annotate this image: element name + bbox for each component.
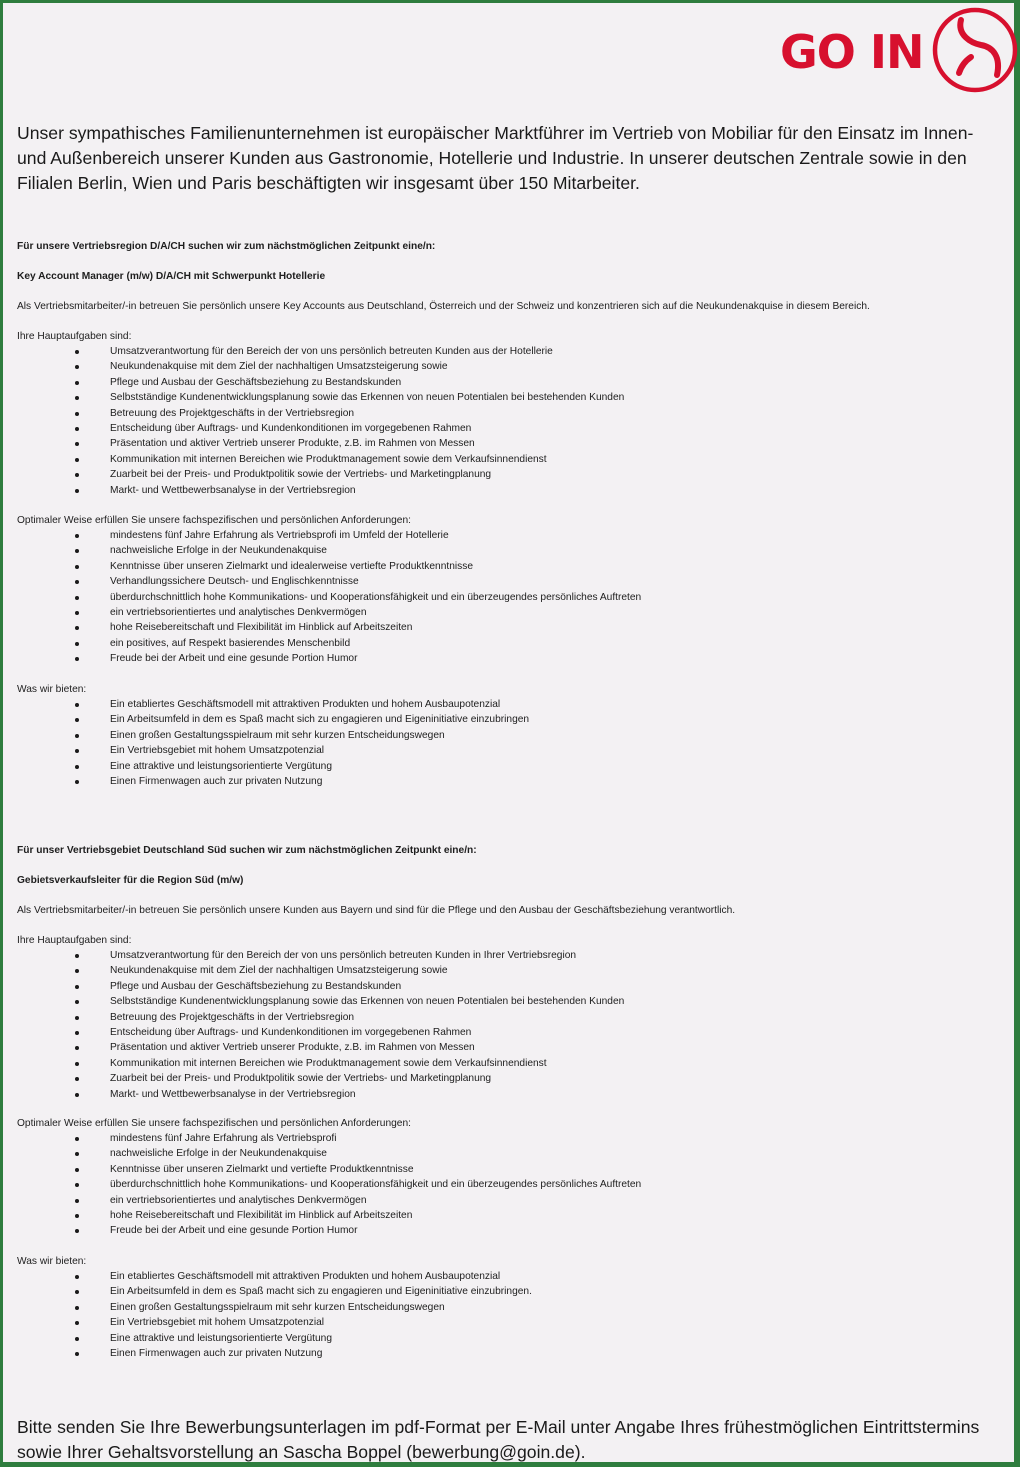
bullet-icon xyxy=(75,1016,79,1020)
job1-tasks-list xyxy=(17,344,1007,498)
job2-offers-heading: Was wir bieten: xyxy=(17,1256,87,1267)
list-item xyxy=(17,994,1007,1009)
list-item xyxy=(17,728,1007,743)
list-item xyxy=(17,697,1007,712)
list-item xyxy=(17,948,1007,963)
list-item-text: Kenntnisse über unseren Zielmarkt und idealerweise vertiefte Produktkenntnisse xyxy=(110,560,473,572)
list-item xyxy=(17,421,1007,436)
list-item xyxy=(17,1146,1007,1161)
list-item xyxy=(17,543,1007,558)
list-item xyxy=(17,467,1007,482)
list-item xyxy=(17,979,1007,994)
list-item-text: Ein etabliertes Geschäftsmodell mit attraktiven Produkten und hohem Ausbaupotenzial xyxy=(110,699,501,710)
list-item xyxy=(17,390,1007,405)
bullet-icon xyxy=(75,1183,79,1187)
application-text-end: ). xyxy=(574,1442,586,1462)
list-item xyxy=(17,1269,1007,1284)
list-item-text: Betreuung des Projektgeschäfts in der Vertriebsregion xyxy=(110,407,355,419)
list-item xyxy=(17,436,1007,451)
list-item-text: mindestens fünf Jahre Erfahrung als Vertriebsprofi im Umfeld der Hotellerie xyxy=(110,530,449,541)
list-item-text: Ein Vertriebsgebiet mit hohem Umsatzpotenzial xyxy=(110,745,325,757)
list-item xyxy=(17,344,1007,359)
list-item xyxy=(17,1071,1007,1086)
list-item xyxy=(17,1346,1007,1361)
job1-title: Key Account Manager (m/w) D/A/CH mit Schwerpunkt Hotellerie xyxy=(17,271,326,282)
job2-tasks-heading: Ihre Hauptaufgaben sind: xyxy=(17,935,132,946)
bullet-icon xyxy=(75,969,79,973)
application-instructions xyxy=(17,1415,1007,1465)
bullet-icon xyxy=(75,1199,79,1203)
list-item-text: Entscheidung über Auftrags- und Kundenkonditionen im vorgegebenen Rahmen xyxy=(110,422,472,434)
bullet-icon xyxy=(75,458,79,462)
list-item xyxy=(17,636,1007,651)
bullet-icon xyxy=(75,1031,79,1035)
list-item-text: Präsentation und aktiver Vertrieb unserer Produkte, z.B. im Rahmen von Messen xyxy=(110,1042,475,1054)
list-item-text: Ein Vertriebsgebiet mit hohem Umsatzpotenzial xyxy=(110,1317,325,1329)
list-item-text: Neukundenakquise mit dem Ziel der nachhaltigen Umsatzsteigerung sowie xyxy=(110,965,448,977)
bullet-icon xyxy=(75,1290,79,1294)
bullet-icon xyxy=(75,1214,79,1218)
job1-requirements-list xyxy=(17,528,1007,667)
bullet-icon xyxy=(75,718,79,722)
list-item-text: Eine attraktive und leistungsorientierte Vergütung xyxy=(110,1332,333,1344)
list-item-text: überdurchschnittlich hohe Kommunikations- und Kooperationsfähigkeit und ein überzeugendes persönliches Auftreten xyxy=(110,591,642,603)
job1-offers-list xyxy=(17,697,1007,789)
list-item xyxy=(17,590,1007,605)
job2-title: Gebietsverkaufsleiter für die Region Süd (m/w) xyxy=(17,875,244,886)
bullet-icon xyxy=(75,1152,79,1156)
bullet-icon xyxy=(75,412,79,416)
list-item-text: überdurchschnittlich hohe Kommunikations- und Kooperationsfähigkeit und ein überzeugendes persönliches Auftreten xyxy=(110,1179,642,1191)
document-page xyxy=(3,3,1014,1462)
list-item-text: Umsatzverantwortung für den Bereich der von uns persönlich betreuten Kunden aus der Hotellerie xyxy=(110,346,553,357)
list-item-text: Einen Firmenwagen auch zur privaten Nutzung xyxy=(110,775,323,787)
list-item-text: Freude bei der Arbeit und eine gesunde Portion Humor xyxy=(110,653,358,665)
list-item-text: Kommunikation mit internen Bereichen wie Produktmanagement sowie dem Verkaufsinnendienst xyxy=(110,453,547,465)
list-item-text: Ein Arbeitsumfeld in dem es Spaß macht sich zu engagieren und Eigeninitiative einzubringen. xyxy=(110,1286,532,1298)
bullet-icon xyxy=(75,1168,79,1172)
bullet-icon xyxy=(75,734,79,738)
bullet-icon xyxy=(75,1137,79,1141)
list-item xyxy=(17,1208,1007,1223)
job2-tasks-list xyxy=(17,948,1007,1102)
list-item xyxy=(17,375,1007,390)
list-item-text: Kommunikation mit internen Bereichen wie Produktmanagement sowie dem Verkaufsinnendienst xyxy=(110,1057,547,1069)
bullet-icon xyxy=(75,427,79,431)
list-item-text: nachweisliche Erfolge in der Neukundenakquise xyxy=(110,1148,327,1160)
bullet-icon xyxy=(75,626,79,630)
bullet-icon xyxy=(75,1306,79,1310)
list-item-text: Ein Arbeitsumfeld in dem es Spaß macht sich zu engagieren und Eigeninitiative einzubringen xyxy=(110,714,530,726)
list-item xyxy=(17,1284,1007,1299)
bullet-icon xyxy=(75,365,79,369)
bullet-icon xyxy=(75,580,79,584)
list-item-text: Freude bei der Arbeit und eine gesunde Portion Humor xyxy=(110,1225,358,1237)
list-item xyxy=(17,1162,1007,1177)
list-item-text: hohe Reisebereitschaft und Flexibilität im Hinblick auf Arbeitszeiten xyxy=(110,622,413,634)
list-item-text: Markt- und Wettbewerbsanalyse in der Vertriebsregion xyxy=(110,1088,356,1100)
list-item xyxy=(17,1025,1007,1040)
list-item-text: Markt- und Wettbewerbsanalyse in der Vertriebsregion xyxy=(110,484,356,496)
list-item xyxy=(17,559,1007,574)
list-item-text: Ein etabliertes Geschäftsmodell mit attraktiven Produkten und hohem Ausbaupotenzial xyxy=(110,1271,501,1282)
list-item xyxy=(17,452,1007,467)
job1-description: Als Vertriebsmitarbeiter/-in betreuen Sie persönlich unsere Key Accounts aus Deutschland, Österreich und der Schweiz und konzentrieren sich auf die Neukundenakquise in diesem Bereich. xyxy=(17,301,870,312)
bullet-icon xyxy=(75,780,79,784)
bullet-icon xyxy=(75,350,79,354)
company-logo xyxy=(780,11,1020,91)
job2-description: Als Vertriebsmitarbeiter/-in betreuen Sie persönlich unsere Kunden aus Bayern und sind für die Pflege und den Ausbau der Geschäftsbeziehung verantwortlich. xyxy=(17,905,736,916)
logo-text: GO IN xyxy=(780,25,924,79)
list-item xyxy=(17,1193,1007,1208)
bullet-icon xyxy=(75,473,79,477)
list-item-text: ein vertriebsorientiertes und analytisches Denkvermögen xyxy=(110,1194,367,1206)
list-item xyxy=(17,774,1007,789)
bullet-icon xyxy=(75,749,79,753)
list-item xyxy=(17,1331,1007,1346)
bullet-icon xyxy=(75,1046,79,1050)
bullet-icon xyxy=(75,381,79,385)
list-item-text: hohe Reisebereitschaft und Flexibilität im Hinblick auf Arbeitszeiten xyxy=(110,1209,413,1221)
bullet-icon xyxy=(75,442,79,446)
list-item xyxy=(17,620,1007,635)
list-item xyxy=(17,743,1007,758)
list-item-text: Entscheidung über Auftrags- und Kundenkonditionen im vorgegebenen Rahmen xyxy=(110,1026,472,1038)
list-item-text: Eine attraktive und leistungsorientierte Vergütung xyxy=(110,760,333,772)
bullet-icon xyxy=(75,549,79,553)
job1-offers-heading: Was wir bieten: xyxy=(17,684,87,695)
list-item-text: nachweisliche Erfolge in der Neukundenakquise xyxy=(110,545,327,557)
list-item xyxy=(17,1223,1007,1238)
chair-circle-icon xyxy=(931,5,1020,95)
bullet-icon xyxy=(75,1229,79,1233)
list-item-text: Neukundenakquise mit dem Ziel der nachhaltigen Umsatzsteigerung sowie xyxy=(110,361,448,373)
job2-lead: Für unser Vertriebsgebiet Deutschland Süd suchen wir zum nächstmöglichen Zeitpunkt eine/n: xyxy=(17,845,477,856)
list-item-text: mindestens fünf Jahre Erfahrung als Vertriebsprofi xyxy=(110,1133,337,1144)
bullet-icon xyxy=(75,765,79,769)
list-item-text: Zuarbeit bei der Preis- und Produktpolitik sowie der Vertriebs- und Marketingplanung xyxy=(110,469,492,481)
bullet-icon xyxy=(75,985,79,989)
bullet-icon xyxy=(75,565,79,569)
list-item xyxy=(17,963,1007,978)
bullet-icon xyxy=(75,1093,79,1097)
job1-tasks-heading: Ihre Hauptaufgaben sind: xyxy=(17,331,132,342)
list-item xyxy=(17,759,1007,774)
bullet-icon xyxy=(75,489,79,493)
application-email-link[interactable]: bewerbung@goin.de xyxy=(412,1442,575,1462)
list-item xyxy=(17,1087,1007,1102)
job1-requirements-heading: Optimaler Weise erfüllen Sie unsere fachspezifischen und persönlichen Anforderungen: xyxy=(17,515,411,526)
list-item xyxy=(17,1300,1007,1315)
list-item xyxy=(17,1177,1007,1192)
bullet-icon xyxy=(75,396,79,400)
list-item-text: Betreuung des Projektgeschäfts in der Vertriebsregion xyxy=(110,1011,355,1023)
bullet-icon xyxy=(75,1337,79,1341)
job1-lead: Für unsere Vertriebsregion D/A/CH suchen wir zum nächstmöglichen Zeitpunkt eine/n: xyxy=(17,241,436,252)
bullet-icon xyxy=(75,611,79,615)
list-item-text: Umsatzverantwortung für den Bereich der von uns persönlich betreuten Kunden in Ihrer Vertriebsregion xyxy=(110,950,577,961)
bullet-icon xyxy=(75,657,79,661)
list-item xyxy=(17,1056,1007,1071)
list-item-text: Verhandlungssichere Deutsch- und Englischkenntnisse xyxy=(110,576,359,588)
list-item-text: Präsentation und aktiver Vertrieb unserer Produkte, z.B. im Rahmen von Messen xyxy=(110,438,475,450)
list-item-text: ein vertriebsorientiertes und analytisches Denkvermögen xyxy=(110,606,367,618)
list-item xyxy=(17,1131,1007,1146)
list-item-text: Kenntnisse über unseren Zielmarkt und vertiefte Produktkenntnisse xyxy=(110,1163,414,1175)
job2-requirements-list xyxy=(17,1131,1007,1239)
bullet-icon xyxy=(75,1275,79,1279)
list-item xyxy=(17,605,1007,620)
bullet-icon xyxy=(75,1077,79,1081)
list-item xyxy=(17,528,1007,543)
list-item-text: Einen großen Gestaltungsspielraum mit sehr kurzen Entscheidungswegen xyxy=(110,729,445,741)
bullet-icon xyxy=(75,534,79,538)
bullet-icon xyxy=(75,1321,79,1325)
job2-requirements-heading: Optimaler Weise erfüllen Sie unsere fachspezifischen und persönlichen Anforderungen: xyxy=(17,1118,411,1129)
list-item-text: Selbstständige Kundenentwicklungsplanung sowie das Erkennen von neuen Potentialen bei bestehenden Kunden xyxy=(110,392,625,404)
job2-offers-list xyxy=(17,1269,1007,1361)
bullet-icon xyxy=(75,703,79,707)
list-item xyxy=(17,574,1007,589)
application-text: Bitte senden Sie Ihre Bewerbungsunterlagen im pdf-Format per E-Mail unter Angabe Ihres frühestmöglichen Eintrittstermins sowie Ihrer Gehaltsvorstellung an Sascha Boppel ( xyxy=(17,1417,980,1462)
list-item-text: Zuarbeit bei der Preis- und Produktpolitik sowie der Vertriebs- und Marketingplanung xyxy=(110,1073,492,1085)
list-item-text: ein positives, auf Respekt basierendes Menschenbild xyxy=(110,637,351,649)
bullet-icon xyxy=(75,1352,79,1356)
list-item-text: Einen großen Gestaltungsspielraum mit sehr kurzen Entscheidungswegen xyxy=(110,1301,445,1313)
bullet-icon xyxy=(75,1000,79,1004)
list-item xyxy=(17,406,1007,421)
company-intro: Unser sympathisches Familienunternehmen ist europäischer Marktführer im Vertrieb von Mobiliar für den Einsatz im Innen- und Außenbereich unserer Kunden aus Gastronomie, Hotellerie und Industrie. In unserer deutschen Zentrale sowie in den Filialen Berlin, Wien und Paris beschäftigten wir insgesamt über 150 Mitarbeiter. xyxy=(17,123,974,193)
list-item xyxy=(17,1040,1007,1055)
list-item-text: Pflege und Ausbau der Geschäftsbeziehung zu Bestandskunden xyxy=(110,376,402,388)
list-item xyxy=(17,1010,1007,1025)
list-item xyxy=(17,483,1007,498)
list-item-text: Selbstständige Kundenentwicklungsplanung sowie das Erkennen von neuen Potentialen bei bestehenden Kunden xyxy=(110,996,625,1008)
list-item xyxy=(17,359,1007,374)
bullet-icon xyxy=(75,642,79,646)
list-item-text: Einen Firmenwagen auch zur privaten Nutzung xyxy=(110,1347,323,1359)
list-item-text: Pflege und Ausbau der Geschäftsbeziehung zu Bestandskunden xyxy=(110,980,402,992)
list-item xyxy=(17,712,1007,727)
bullet-icon xyxy=(75,954,79,958)
list-item xyxy=(17,651,1007,666)
bullet-icon xyxy=(75,596,79,600)
bullet-icon xyxy=(75,1062,79,1066)
list-item xyxy=(17,1315,1007,1330)
